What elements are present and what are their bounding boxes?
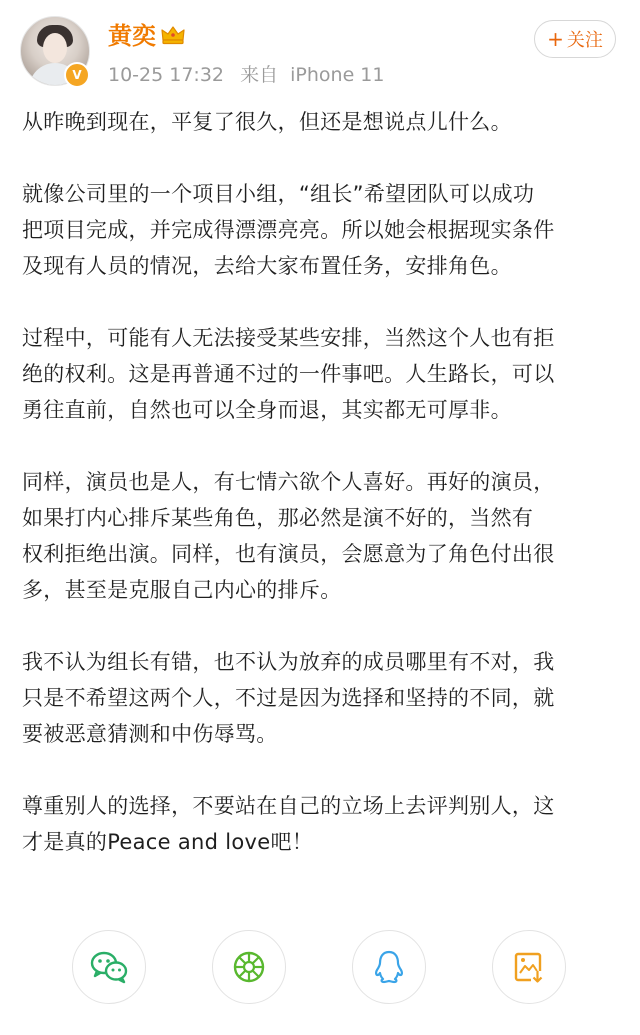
follow-button[interactable]: [534, 20, 616, 58]
post-source-device[interactable]: iPhone 11: [290, 64, 385, 86]
post-paragraph: 同样，演员也是人，有七情六欲个人喜好。再好的演员， 如果打内心排斥某些角色，那必然是演不好的，当然有 权利拒绝出演。同样，也有演员，会愿意为了角色付出很 多，甚至是克服自己内心的排斥。: [22, 470, 555, 602]
post-source-prefix: 来自: [240, 64, 279, 86]
post-paragraph: 尊重别人的选择，不要站在自己的立场上去评判别人，这 才是真的Peace and love吧！: [22, 794, 555, 854]
plus-icon: +: [547, 27, 564, 51]
share-bar: [0, 930, 640, 1010]
username[interactable]: 黄奕: [108, 22, 156, 50]
share-wechat-button[interactable]: [72, 930, 146, 1004]
wechat-icon: [89, 949, 129, 985]
post-body: [22, 104, 622, 896]
post-timestamp: 10-25 17:32: [108, 64, 225, 86]
crown-icon: [160, 24, 186, 46]
qq-icon: [373, 949, 405, 985]
moments-icon: [231, 949, 267, 985]
post-paragraph: 从昨晚到现在，平复了很久，但还是想说点儿什么。: [22, 110, 512, 134]
verified-badge-icon: V: [64, 62, 90, 88]
post-meta: [108, 62, 384, 88]
post-header: [0, 0, 640, 100]
post-paragraph: 过程中，可能有人无法接受某些安排，当然这个人也有拒 绝的权利。这是再普通不过的一件事吧。人生路长，可以 勇往直前，自然也可以全身而退，其实都无可厚非。: [22, 326, 555, 422]
share-moments-button[interactable]: [212, 930, 286, 1004]
share-qq-button[interactable]: [352, 930, 426, 1004]
post-paragraph: 我不认为组长有错，也不认为放弃的成员哪里有不对，我 只是不希望这两个人，不过是因为选择和坚持的不同，就 要被恶意猜测和中伤辱骂。: [22, 650, 555, 746]
avatar-face: [43, 33, 67, 63]
post-paragraph: 就像公司里的一个项目小组，“组长”希望团队可以成功 把项目完成，并完成得漂漂亮亮。所以她会根据现实条件 及现有人员的情况，去给大家布置任务，安排角色。: [22, 182, 555, 278]
save-image-icon: [512, 949, 546, 985]
save-image-button[interactable]: [492, 930, 566, 1004]
follow-button-label: 关注: [566, 30, 603, 51]
